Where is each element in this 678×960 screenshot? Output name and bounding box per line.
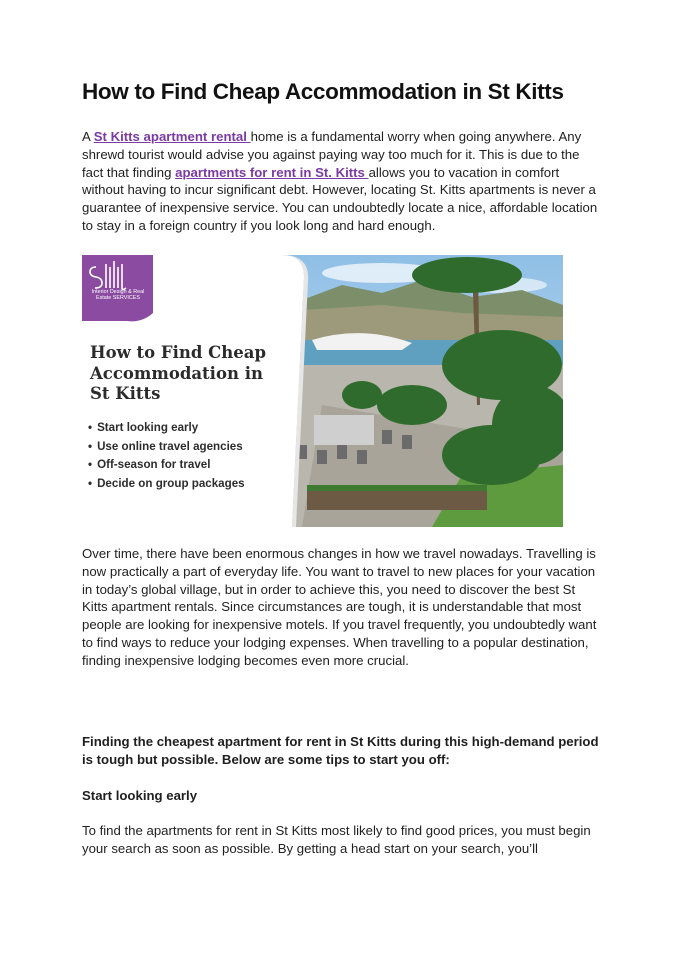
banner-image bbox=[82, 255, 563, 527]
banner-heading-line: Accommodation in bbox=[90, 363, 263, 383]
banner-tips-list bbox=[88, 419, 245, 493]
body-paragraph: To find the apartments for rent in St Kitts most likely to find good prices, you must begin your search as soon as possible. By getting a head start on your search, you’ll bbox=[82, 823, 591, 856]
intro-text-2: home is a fundamental worry when going anywhere. Any shrewd tourist would advise you against paying way too much for it. This is due to the fact that finding bbox=[82, 129, 582, 180]
apartments-for-rent-link[interactable]: apartments for rent in St. Kitts bbox=[175, 164, 369, 180]
intro-text-1: A bbox=[82, 129, 94, 144]
section-subheading: Start looking early bbox=[82, 788, 198, 803]
logo-text: Interior Design & Real Estate SERVICES bbox=[91, 289, 145, 302]
tips-intro-paragraph: Finding the cheapest apartment for rent in St Kitts during this high-demand period is tough but possible. Below are some tips to start you off: bbox=[82, 734, 599, 767]
banner-heading-line: How to Find Cheap bbox=[90, 343, 267, 362]
intro-text-3: allows you to vacation in comfort without having to incur significant debt. However, locating St. Kitts apartments is never a guarantee of inexpensive service. You can undoubtedly locate a nice, affordable location to stay in a foreign country if you look long and hard enough. bbox=[82, 164, 598, 233]
banner-heading-line: St Kitts bbox=[90, 384, 161, 403]
tip-item: • Start looking early bbox=[88, 419, 245, 438]
banner-heading bbox=[90, 343, 266, 405]
tip-item: • Off-season for travel bbox=[88, 456, 245, 475]
tip-item: • Use online travel agencies bbox=[88, 438, 245, 457]
body-paragraph: Over time, there have been enormous changes in how we travel nowadays. Travelling is now practically a part of everyday life. You want to travel to new places for your vacation in today’s global village, but in order to achieve this, you need to discover the best St Kitts apartment rentals. Since circumstances are tough, it is understandable that most people are looking for inexpensive motels. If you travel frequently, you undoubtedly want to find ways to reduce your lodging expenses. When travelling to a popular destination, finding inexpensive lodging becomes even more crucial. bbox=[82, 546, 597, 668]
page-title: How to Find Cheap Accommodation in St Kitts bbox=[82, 79, 564, 104]
company-logo bbox=[82, 255, 153, 323]
tip-item: • Decide on group packages bbox=[88, 475, 245, 494]
intro-paragraph bbox=[82, 128, 602, 235]
st-kitts-apartment-rental-link[interactable]: St Kitts apartment rental bbox=[93, 129, 251, 144]
